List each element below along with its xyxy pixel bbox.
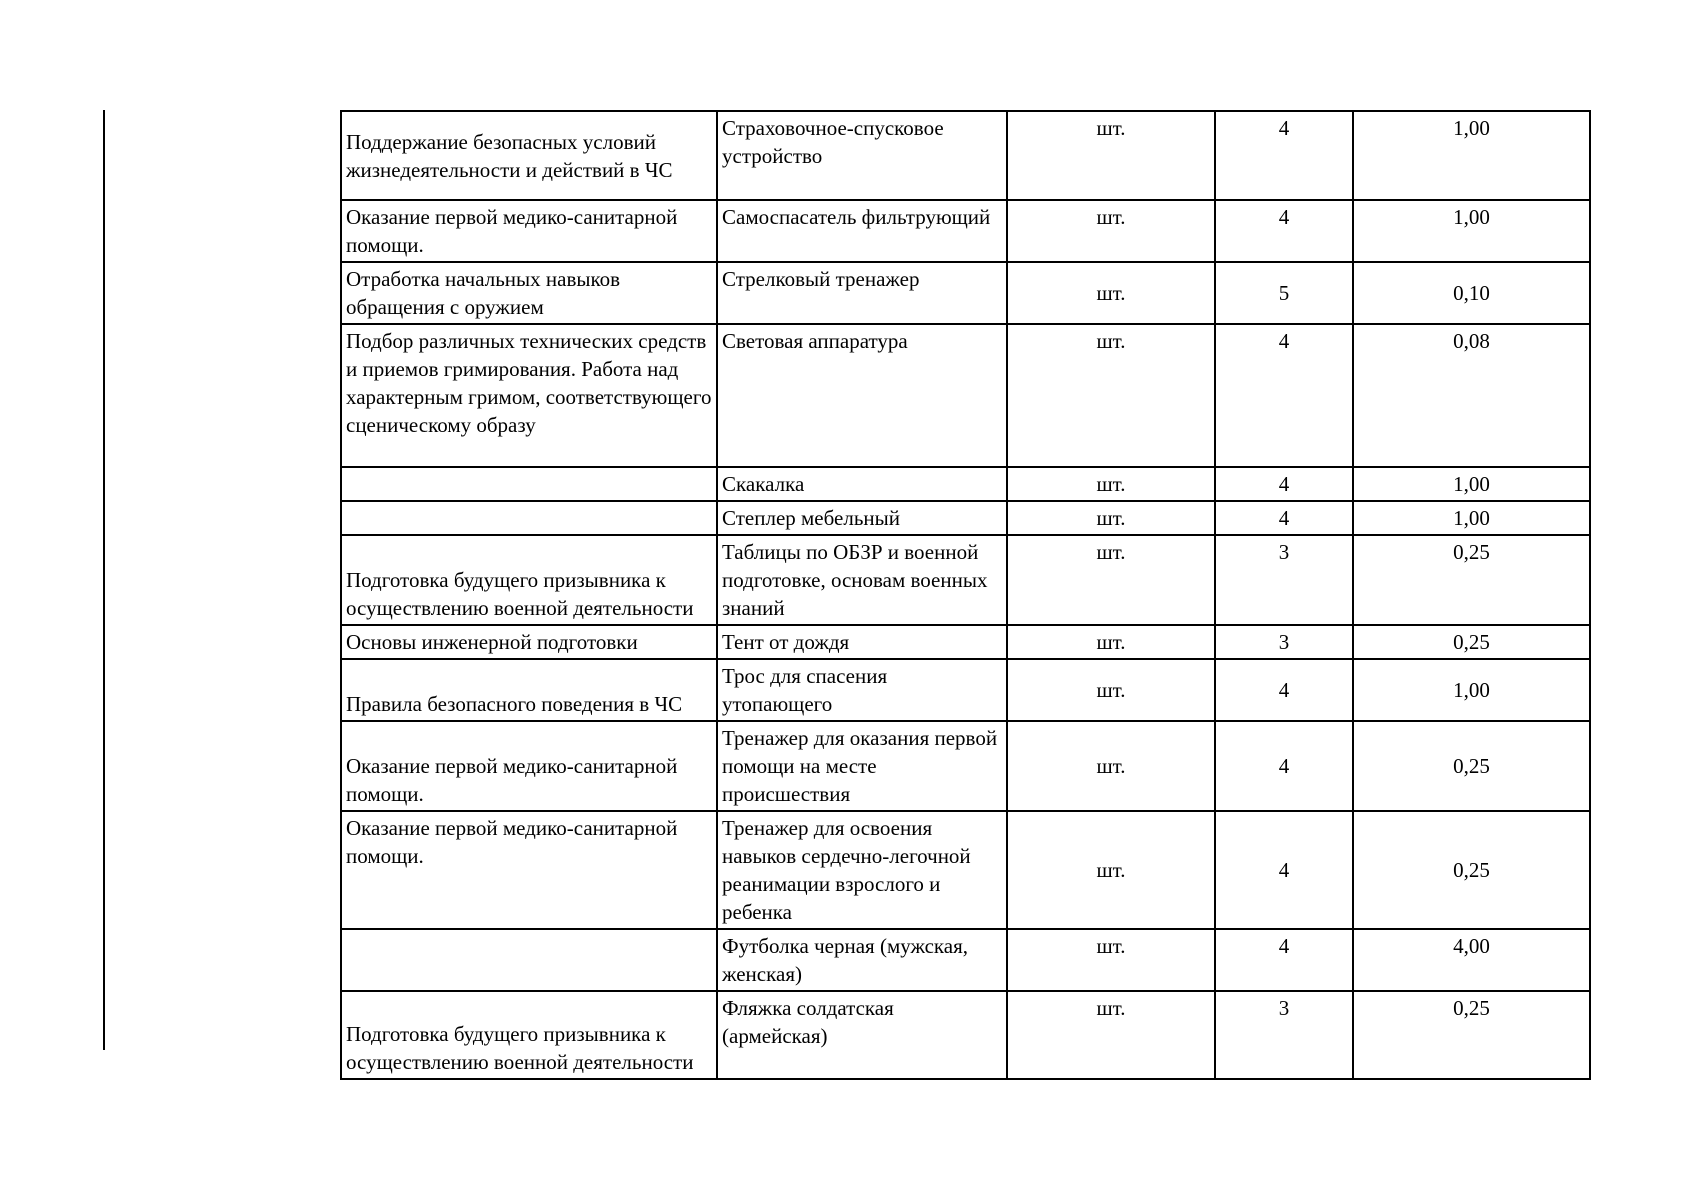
- table-row: [341, 535, 1590, 625]
- table-row: [341, 721, 1590, 811]
- table-row: [341, 111, 1590, 200]
- topic-cell: Подготовка будущего призывника к осуществлению военной деятельности: [341, 535, 717, 625]
- item-cell: Стрелковый тренажер: [717, 262, 1007, 324]
- item-cell: Страховочное-спусковое устройство: [717, 111, 1007, 200]
- topic-cell: Подготовка будущего призывника к осуществлению военной деятельности: [341, 991, 717, 1079]
- unit-cell: шт.: [1007, 501, 1215, 535]
- value-cell: 0,25: [1353, 625, 1590, 659]
- item-cell: Фляжка солдатская (армейская): [717, 991, 1007, 1079]
- equipment-table: [340, 110, 1591, 1080]
- value-cell: 0,25: [1353, 991, 1590, 1079]
- value-cell: 1,00: [1353, 111, 1590, 200]
- value-cell: 1,00: [1353, 501, 1590, 535]
- item-cell: Степлер мебельный: [717, 501, 1007, 535]
- quantity-cell: 3: [1215, 625, 1353, 659]
- unit-cell: шт.: [1007, 200, 1215, 262]
- item-cell: Самоспасатель фильтрующий: [717, 200, 1007, 262]
- value-cell: 0,25: [1353, 811, 1590, 929]
- unit-cell: шт.: [1007, 991, 1215, 1079]
- topic-cell: [341, 467, 717, 501]
- value-cell: 0,25: [1353, 535, 1590, 625]
- unit-cell: шт.: [1007, 659, 1215, 721]
- quantity-cell: 4: [1215, 811, 1353, 929]
- quantity-cell: 4: [1215, 200, 1353, 262]
- unit-cell: шт.: [1007, 467, 1215, 501]
- unit-cell: шт.: [1007, 625, 1215, 659]
- unit-cell: шт.: [1007, 262, 1215, 324]
- topic-cell: [341, 501, 717, 535]
- table-row: [341, 262, 1590, 324]
- table-row: [341, 991, 1590, 1079]
- quantity-cell: 4: [1215, 659, 1353, 721]
- unit-cell: шт.: [1007, 111, 1215, 200]
- item-cell: Тренажер для оказания первой помощи на месте происшествия: [717, 721, 1007, 811]
- topic-cell: Правила безопасного поведения в ЧС: [341, 659, 717, 721]
- quantity-cell: 4: [1215, 467, 1353, 501]
- topic-cell: [341, 929, 717, 991]
- unit-cell: шт.: [1007, 811, 1215, 929]
- item-cell: Трос для спасения утопающего: [717, 659, 1007, 721]
- page-margin-line: [103, 110, 105, 1050]
- value-cell: 4,00: [1353, 929, 1590, 991]
- quantity-cell: 4: [1215, 324, 1353, 467]
- item-cell: Таблицы по ОБЗР и военной подготовке, основам военных знаний: [717, 535, 1007, 625]
- table-row: [341, 467, 1590, 501]
- topic-cell: Поддержание безопасных условий жизнедеятельности и действий в ЧС: [341, 111, 717, 200]
- topic-cell: Основы инженерной подготовки: [341, 625, 717, 659]
- value-cell: 0,08: [1353, 324, 1590, 467]
- unit-cell: шт.: [1007, 324, 1215, 467]
- quantity-cell: 4: [1215, 721, 1353, 811]
- value-cell: 1,00: [1353, 659, 1590, 721]
- table-row: [341, 625, 1590, 659]
- unit-cell: шт.: [1007, 535, 1215, 625]
- item-cell: Тент от дождя: [717, 625, 1007, 659]
- quantity-cell: 4: [1215, 111, 1353, 200]
- topic-cell: Оказание первой медико-санитарной помощи.: [341, 200, 717, 262]
- value-cell: 1,00: [1353, 200, 1590, 262]
- unit-cell: шт.: [1007, 929, 1215, 991]
- quantity-cell: 3: [1215, 991, 1353, 1079]
- item-cell: Световая аппаратура: [717, 324, 1007, 467]
- table-row: [341, 200, 1590, 262]
- quantity-cell: 3: [1215, 535, 1353, 625]
- table-row: [341, 929, 1590, 991]
- table-row: [341, 324, 1590, 467]
- topic-cell: Оказание первой медико-санитарной помощи.: [341, 721, 717, 811]
- value-cell: 0,25: [1353, 721, 1590, 811]
- value-cell: 1,00: [1353, 467, 1590, 501]
- item-cell: Скакалка: [717, 467, 1007, 501]
- table-row: [341, 811, 1590, 929]
- item-cell: Тренажер для освоения навыков сердечно-легочной реанимации взрослого и ребенка: [717, 811, 1007, 929]
- item-cell: Футболка черная (мужская, женская): [717, 929, 1007, 991]
- quantity-cell: 4: [1215, 501, 1353, 535]
- topic-cell: Оказание первой медико-санитарной помощи.: [341, 811, 717, 929]
- table-row: [341, 659, 1590, 721]
- topic-cell: Отработка начальных навыков обращения с оружием: [341, 262, 717, 324]
- unit-cell: шт.: [1007, 721, 1215, 811]
- value-cell: 0,10: [1353, 262, 1590, 324]
- quantity-cell: 4: [1215, 929, 1353, 991]
- quantity-cell: 5: [1215, 262, 1353, 324]
- topic-cell: Подбор различных технических средств и приемов гримирования. Работа над характерным гримом, соответствующего сценическому образу: [341, 324, 717, 467]
- table-row: [341, 501, 1590, 535]
